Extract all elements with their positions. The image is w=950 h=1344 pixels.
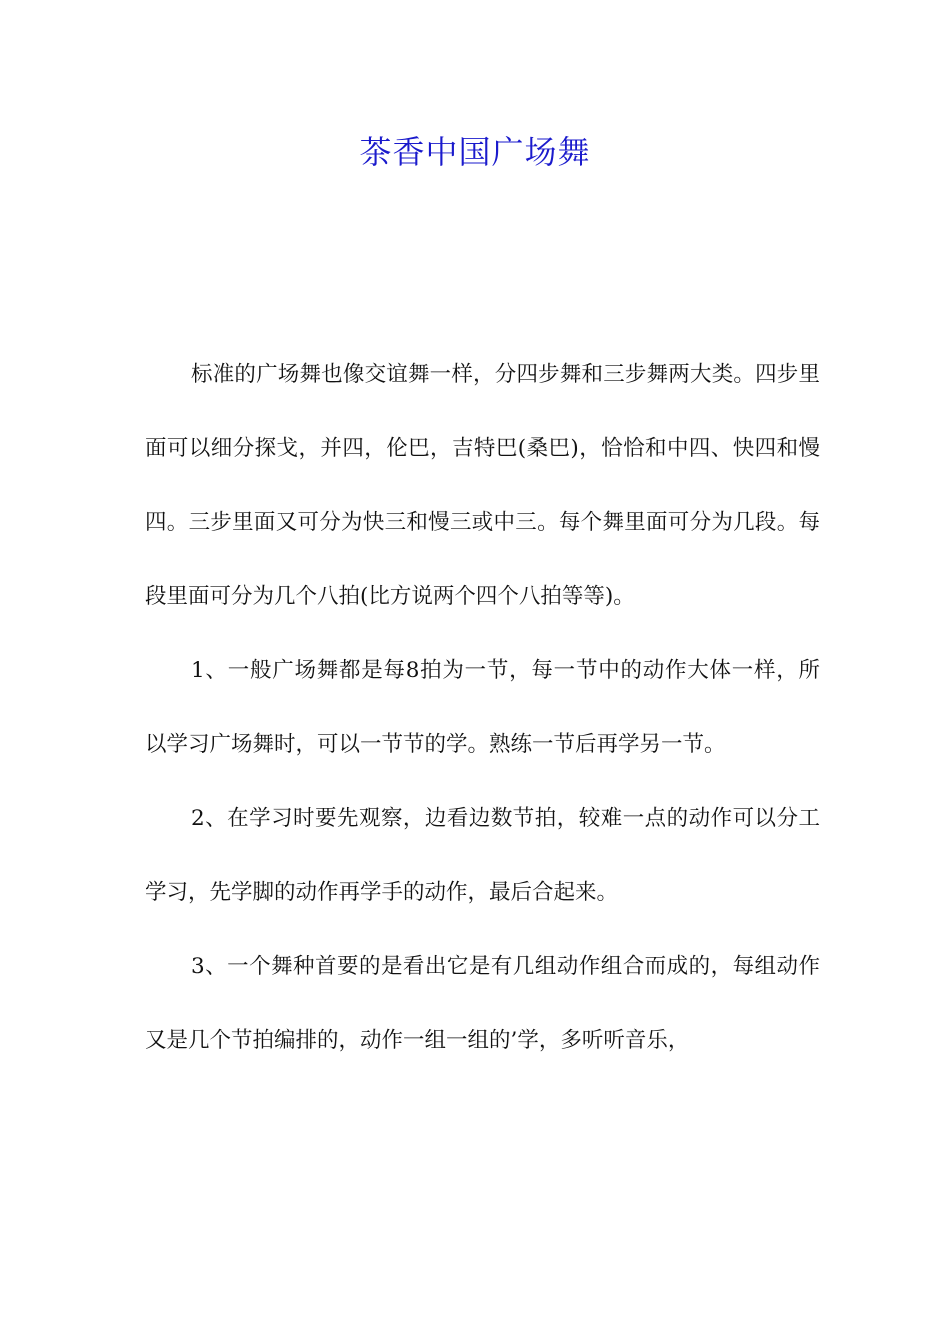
paragraph-tip-3: 3、一个舞种首要的是看出它是有几组动作组合而成的，每组动作又是几个节拍编排的，动作一组一组的’学，多听听音乐， (145, 954, 820, 1053)
paragraph-tip-1: 1、一般广场舞都是每8拍为一节，每一节中的动作大体一样，所以学习广场舞时，可以一节节的学。熟练一节后再学另一节。 (145, 658, 820, 757)
document-title: 茶香中国广场舞 (359, 133, 591, 171)
paragraph-intro: 标准的广场舞也像交谊舞一样，分四步舞和三步舞两大类。四步里面可以细分探戈，并四，伦巴，吉特巴(桑巴)，恰恰和中四、快四和慢四。三步里面又可分为快三和慢三或中三。每个舞里面可分为几段。每段里面可分为几个八拍(比方说两个四个八拍等等)。 (145, 362, 820, 609)
paragraph-tip-2: 2、在学习时要先观察，边看边数节拍，较难一点的动作可以分工学习，先学脚的动作再学手的动作，最后合起来。 (145, 806, 820, 905)
document-body (145, 338, 820, 1078)
